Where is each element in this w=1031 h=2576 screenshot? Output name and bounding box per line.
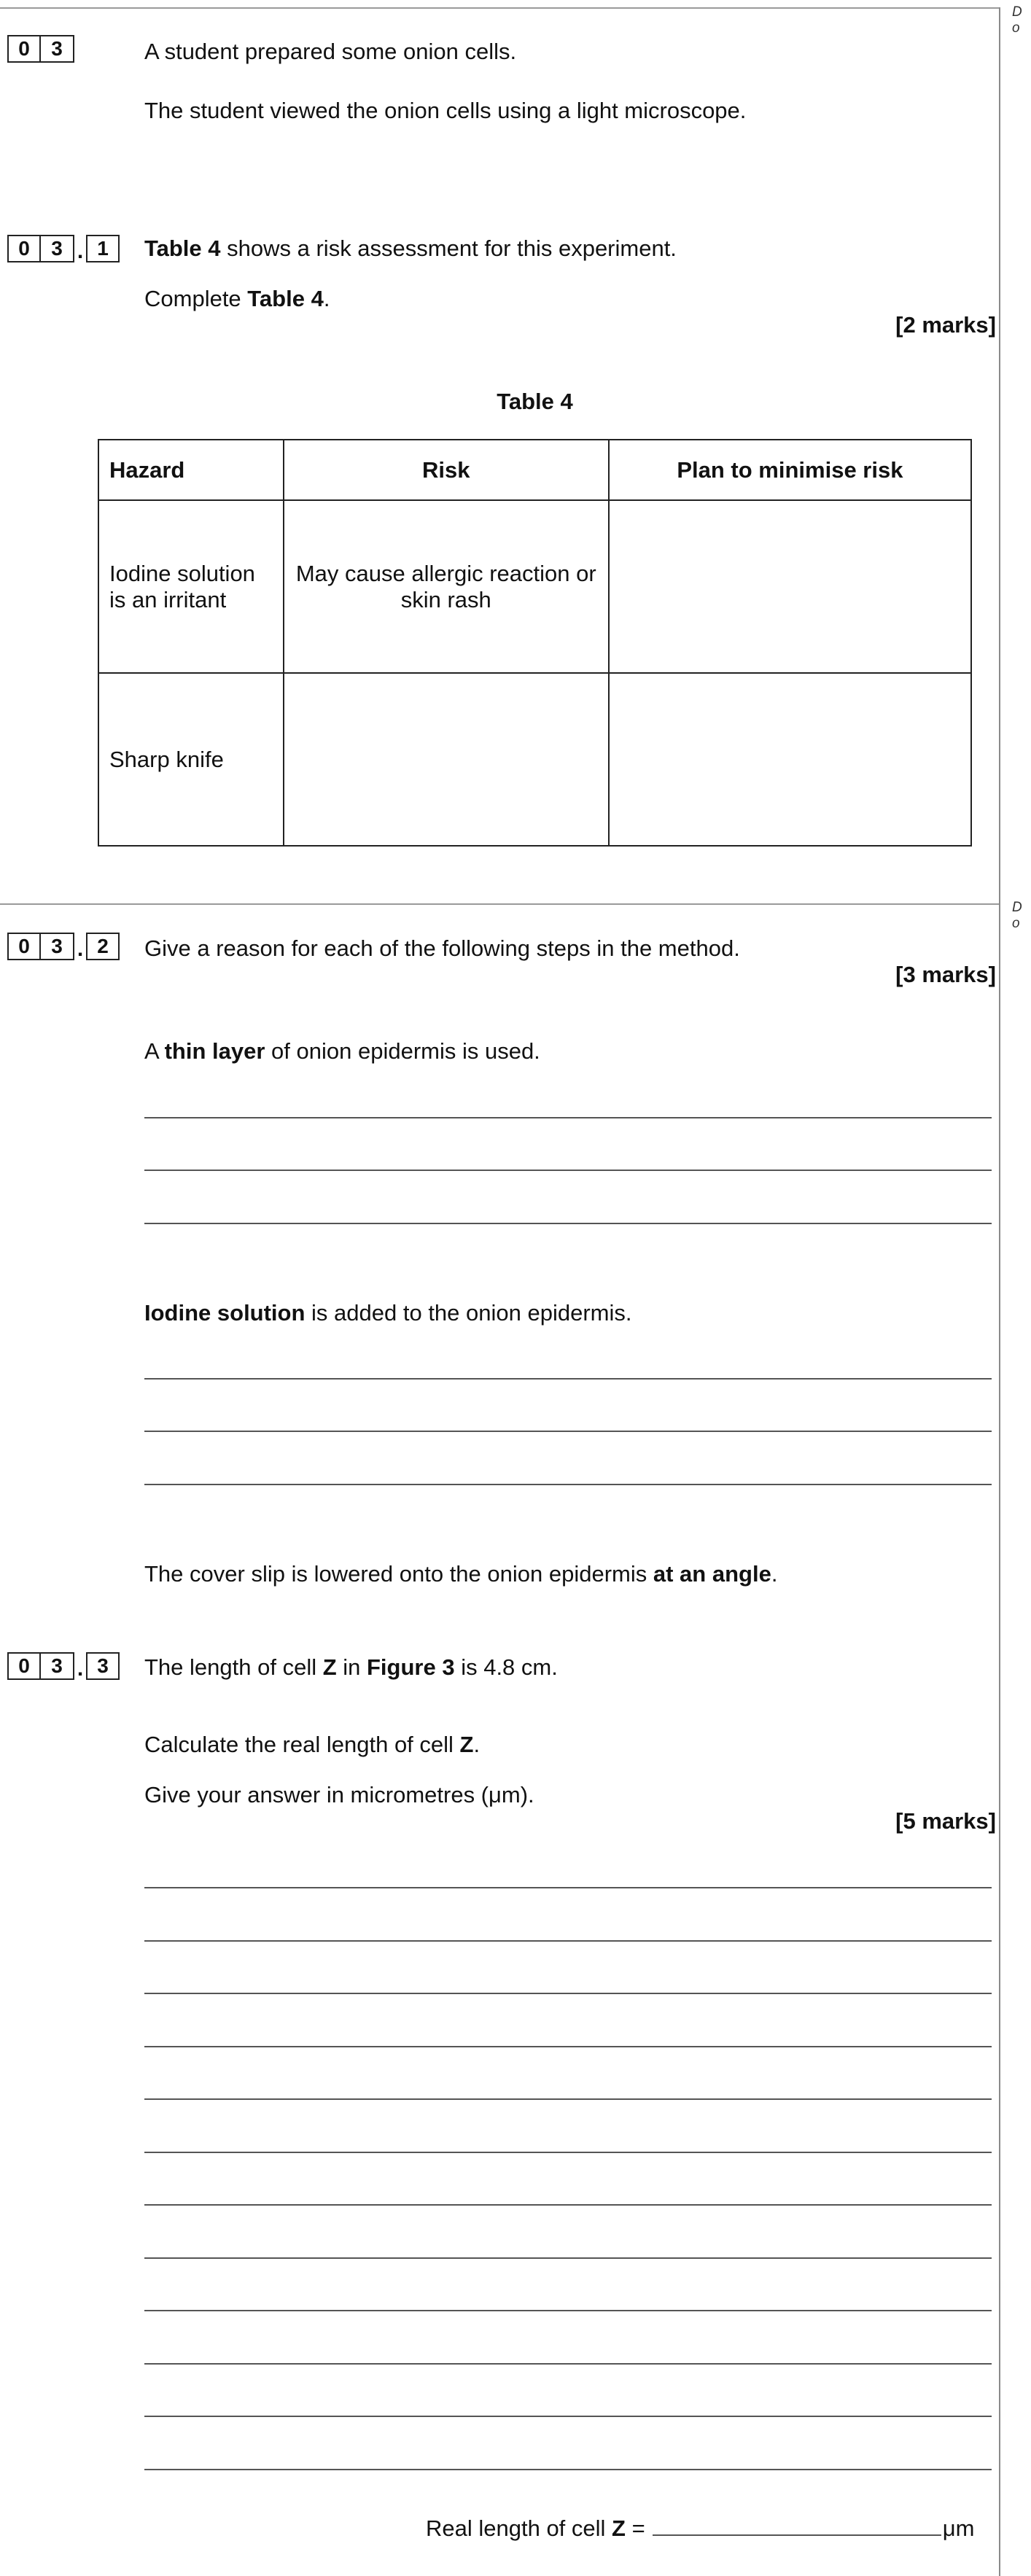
q032-step-thin-layer: A thin layer of onion epidermis is used. bbox=[144, 1038, 540, 1064]
answer-line[interactable] bbox=[144, 1223, 992, 1224]
risk-answer-cell[interactable] bbox=[284, 673, 609, 846]
q031-marks: [2 marks] bbox=[895, 312, 996, 338]
q03-intro-line2: The student viewed the onion cells using a light microscope. bbox=[144, 98, 747, 123]
plan-answer-cell[interactable] bbox=[609, 673, 971, 846]
answer-line[interactable] bbox=[144, 1993, 992, 1994]
margin-rule bbox=[999, 7, 1000, 2576]
answer-line[interactable] bbox=[144, 2098, 992, 2100]
final-answer-row: Real length of cell Z = μm bbox=[426, 2515, 975, 2541]
answer-line[interactable] bbox=[144, 2046, 992, 2047]
margin-note-bottom: D o bbox=[1012, 900, 1022, 931]
header-risk: Risk bbox=[284, 440, 609, 500]
question-number-03-3: 0 3 . 3 bbox=[7, 1651, 120, 1680]
page-top-rule bbox=[0, 7, 1000, 9]
plan-answer-cell[interactable] bbox=[609, 500, 971, 673]
answer-line[interactable] bbox=[144, 1378, 992, 1380]
q032-prompt: Give a reason for each of the following steps in the method. bbox=[144, 935, 740, 961]
q03-intro-line1: A student prepared some onion cells. bbox=[144, 39, 517, 64]
answer-line[interactable] bbox=[144, 2257, 992, 2259]
hazard-cell: Iodine solution is an irritant bbox=[98, 500, 284, 673]
final-answer-blank[interactable] bbox=[653, 2515, 941, 2536]
hazard-cell: Sharp knife bbox=[98, 673, 284, 846]
question-number-03: 0 3 bbox=[7, 34, 74, 63]
answer-line[interactable] bbox=[144, 1117, 992, 1118]
q031-complete-instruction: Complete Table 4. bbox=[144, 286, 330, 311]
table-header-row bbox=[98, 440, 971, 500]
answer-line[interactable] bbox=[144, 2152, 992, 2153]
q032-step-cover-slip: The cover slip is lowered onto the onion epidermis at an angle. bbox=[144, 1561, 778, 1587]
answer-line[interactable] bbox=[144, 1940, 992, 1942]
table-row bbox=[98, 673, 971, 846]
page-divider-rule bbox=[0, 903, 1000, 905]
margin-note-top: D o bbox=[1012, 4, 1022, 36]
q033-cell-length: The length of cell Z in Figure 3 is 4.8 cm. bbox=[144, 1654, 558, 1680]
answer-line[interactable] bbox=[144, 1484, 992, 1485]
q032-step-iodine: Iodine solution is added to the onion epidermis. bbox=[144, 1300, 632, 1326]
unit-label: μm bbox=[942, 2515, 975, 2541]
answer-line[interactable] bbox=[144, 2416, 992, 2417]
header-hazard: Hazard bbox=[98, 440, 284, 500]
question-number-03-1: 0 3 . 1 bbox=[7, 233, 120, 262]
risk-assessment-table bbox=[98, 439, 972, 847]
q033-calculate-instruction: Calculate the real length of cell Z. bbox=[144, 1732, 481, 1757]
answer-line[interactable] bbox=[144, 1170, 992, 1171]
question-number-03-2: 0 3 . 2 bbox=[7, 931, 120, 960]
table-caption: Table 4 bbox=[497, 389, 573, 414]
q033-marks: [5 marks] bbox=[895, 1808, 996, 1834]
answer-line[interactable] bbox=[144, 2310, 992, 2311]
answer-line[interactable] bbox=[144, 1887, 992, 1888]
risk-cell: May cause allergic reaction or skin rash bbox=[284, 500, 609, 673]
table-row bbox=[98, 500, 971, 673]
answer-line[interactable] bbox=[144, 2363, 992, 2365]
q033-units-instruction: Give your answer in micrometres (μm). bbox=[144, 1782, 534, 1808]
answer-line[interactable] bbox=[144, 2469, 992, 2470]
answer-line[interactable] bbox=[144, 1431, 992, 1432]
header-plan: Plan to minimise risk bbox=[609, 440, 971, 500]
answer-line[interactable] bbox=[144, 2204, 992, 2206]
q031-intro: Table 4 shows a risk assessment for this experiment. bbox=[144, 236, 677, 261]
q032-marks: [3 marks] bbox=[895, 962, 996, 987]
